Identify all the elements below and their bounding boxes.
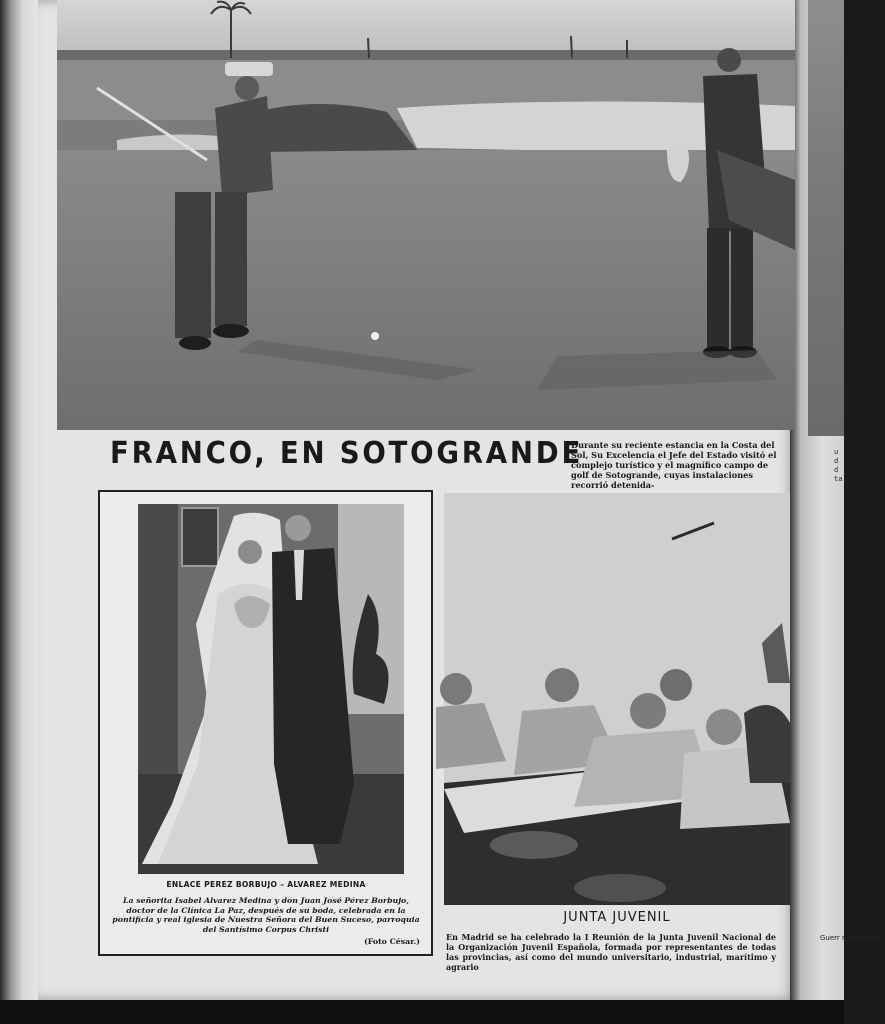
wedding-caption: La señorita Isabel Alvarez Medina y don Juan José Pérez Borbujo, doctor de la Clínica La Paz, después de su boda, celebrada en la pontificia y real iglesia de Nuestra Señora del Buen Suceso, parroquia del Santísimo Corpus Christi (112, 896, 420, 934)
golf-photo (57, 0, 795, 430)
wedding-headline: ENLACE PEREZ BORBUJO – ALVAREZ MEDINA (166, 880, 366, 889)
next-page-photo-sliver (808, 0, 844, 436)
next-page-bottom-fragment: Guerr nimit teame (820, 934, 885, 942)
page-binding (0, 0, 38, 1000)
page-headline: FRANCO, EN SOTOGRANDE (110, 436, 584, 471)
wedding-photo (138, 504, 404, 874)
headline-caption: Durante su reciente estancia en la Costa del Sol, Su Excelencia el Jefe del Estado visitó el complejo turístico y el magnífico campo de golf de Sotogrande, cuyas instalaciones recorrió detenida- (571, 440, 777, 490)
junta-headline: JUNTA JUVENIL (563, 910, 671, 925)
next-page-text-fragment: u d d ta (834, 448, 843, 483)
junta-caption: En Madrid se ha celebrado la I Reunión de la Junta Juvenil Nacional de la Organización Juvenil Española, formada por representantes de todas las provincias, así como del mundo universitario, industrial, marítimo y agrario (446, 932, 776, 972)
photo-credit: (Foto César.) (364, 937, 420, 946)
junta-photo (444, 493, 790, 905)
scan-bottom-border (0, 1000, 844, 1024)
